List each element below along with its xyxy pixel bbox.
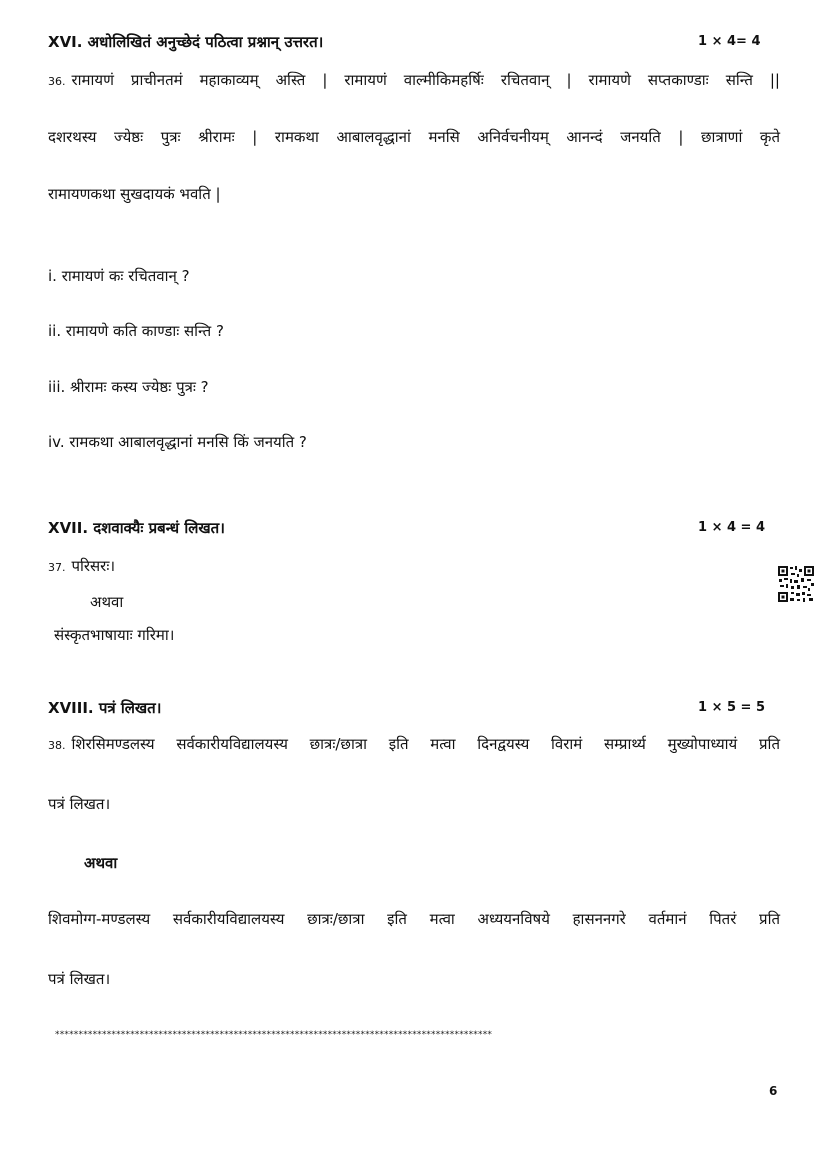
qr-code-image: [777, 565, 815, 603]
section-18-heading: XVIII. पत्रं लिखत।: [48, 699, 162, 717]
section-18-marks: 1 × 5 = 5: [698, 700, 766, 715]
section-17-marks: 1 × 4 = 4: [698, 520, 766, 535]
section-17-heading: XVII. दशवाक्यैः प्रबन्धं लिखत।: [48, 519, 225, 537]
letter-1-text: शिरसिमण्डलस्य सर्वकारीयविद्यालयस्य छात्रः/छात्रा इति मत्वा दिनद्वयस्य विरामं सम्प्रार्थ्य मुख्योपाध्यायं प्रति: [71, 735, 780, 753]
section-16-marks: 1 × 4= 4: [698, 34, 761, 49]
section-16-heading: XVI. अधोलिखितं अनुच्छेदं पठित्वा प्रश्नान् उत्तरत।: [48, 33, 324, 51]
question-number-37: 37.: [48, 561, 66, 574]
passage-text-1: रामायणं प्राचीनतमं महाकाव्यम् अस्ति | रामायणं वाल्मीकिमहर्षिः रचितवान् | रामायणे सप्तकाण्डाः सन्ति ||: [71, 71, 780, 89]
page-number: 6: [769, 1084, 778, 1098]
letter-or: अथवा: [84, 854, 118, 872]
question-number-38: 38.: [48, 739, 66, 752]
letter-1-line-1: [48, 734, 780, 754]
question-number-36: 36.: [48, 75, 66, 88]
letter-2-line-2: पत्रं लिखत।: [48, 970, 111, 988]
letter-2-line-1: शिवमोग्ग-मण्डलस्य सर्वकारीयविद्यालयस्य छात्रः/छात्रा इति मत्वा अध्ययनविषये हासननगरे वर्तमानं पितरं प्रति: [48, 910, 780, 928]
passage-line-1: [48, 70, 780, 90]
essay-topic-1-text: परिसरः।: [71, 557, 116, 575]
separator-stars: *********************************************************************************************: [55, 1030, 493, 1040]
question-i: i. रामायणं कः रचितवान् ?: [48, 267, 190, 285]
question-ii: ii. रामायणे कति काण्डाः सन्ति ?: [48, 322, 224, 340]
letter-1-line-2: पत्रं लिखत।: [48, 795, 111, 813]
question-iii: iii. श्रीरामः कस्य ज्येष्ठः पुत्रः ?: [48, 378, 209, 396]
essay-topic-1: [48, 556, 115, 576]
essay-topic-2: संस्कृतभाषायाः गरिमा।: [54, 626, 175, 644]
essay-or: अथवा: [90, 593, 124, 611]
question-iv: iv. रामकथा आबालवृद्धानां मनसि किं जनयति ?: [48, 433, 307, 451]
passage-line-2: दशरथस्य ज्येष्ठः पुत्रः श्रीरामः | रामकथा आबालवृद्धानां मनसि अनिर्वचनीयम् आनन्दं जनयति | छात्राणां कृते: [48, 128, 780, 146]
passage-line-3: रामायणकथा सुखदायकं भवति |: [48, 185, 221, 203]
